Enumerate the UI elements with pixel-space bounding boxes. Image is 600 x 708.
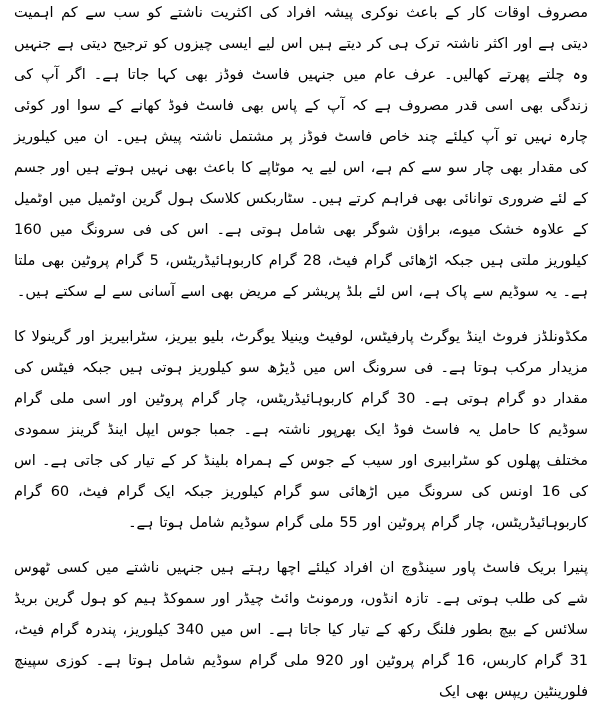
article-paragraph: مصروف اوقات کار کے باعث نوکری پیشہ افراد کی اکثریت ناشتے کو سب سے کم اہمیت دیتی ہے اور اکثر ناشتہ ترک ہی کر دیتے ہیں اس لیے ایسی چیزوں کو ترجیح دیتی ہے جنہیں وہ چلتے پھرتے کھالیں۔ عرف عام میں جنہیں فاسٹ فوڈز بھی کہا جاتا ہے۔ اگر آپ کی زندگی بھی اسی قدر مصروف ہے کہ آپ کے پاس بھی فاسٹ فوڈ کھانے کے سوا اور کوئی چارہ نہیں تو آپ کیلئے چند خاص فاسٹ فوڈز پر مشتمل ناشتہ پیش ہیں۔ ان میں کیلوریز کی مقدار بھی چار سو سے کم ہے، اس لیے یہ موٹاپے کا باعث بھی نہیں ہوتے ہیں اور جسم کے لئے ضروری توانائی بھی فراہم کرتے ہیں۔ سٹاربکس کلاسک ہول گرین اوٹمیل میں اوٹمیل کے علاوہ خشک میوے، براؤن شوگر بھی شامل ہوتی ہے۔ اس کی فی سرونگ میں 160 کیلوریز ملتی ہیں جبکہ اڑھائی گرام فیٹ، 28 گرام کاربوہائیڈریٹس، 5 گرام پروٹین بھی ملتا ہے۔ یہ سوڈیم سے پاک ہے، اس لئے بلڈ پریشر کے مریض بھی اسے آسانی سے لے سکتے ہیں۔ [14, 5, 588, 300]
article-paragraph: پنیرا بریک فاسٹ پاور سینڈوچ ان افراد کیلئے اچھا رہتے ہیں جنہیں ناشتے میں کسی ٹھوس شے کی طلب ہوتی ہے۔ تازہ انڈوں، ورمونٹ وائٹ چیڈر اور سموکڈ ہیم کو ہول گرین بریڈ سلائس کے بیچ بطور فلنگ رکھ کے تیار کیا جاتا ہے۔ اس میں 340 کیلوریز، پندرہ گرام فیٹ، 31 گرام کاربس، 16 گرام پروٹین اور 920 ملی گرام سوڈیم شامل ہوتا ہے۔ کوزی سپینچ فلورینٹین ریپس بھی ایک [14, 560, 589, 700]
article-paragraph: مکڈونلڈز فروٹ اینڈ یوگرٹ پارفیٹس، لوفیٹ وینیلا یوگرٹ، بلیو بیریز، سٹرابیریز اور گرینولا کا مزیدار مرکب ہوتا ہے۔ فی سرونگ اس میں ڈیڑھ سو کیلوریز ہوتی ہیں جبکہ فیٹس کی مقدار دو گرام ہوتی ہے۔ 30 گرام کاربوہائیڈریٹس، چار گرام پروٹین اور اسی ملی گرام سوڈیم کا حامل یہ فاسٹ فوڈ ایک بھرپور ناشتہ ہے۔ جمبا جوس ایپل اینڈ گرینز سمودی مختلف پھلوں کو سٹرابیری اور سیب کے جوس کے ہمراہ بلینڈ کر کے تیار کی جاتی ہے۔ اس کی 16 اونس کی سرونگ میں اڑھائی سو گرام کیلوریز جبکہ ایک گرام فیٹ، 60 گرام کاربوہائیڈریٹس، چار گرام پروٹین اور 55 ملی گرام سوڈیم شامل ہوتا ہے۔ [14, 329, 588, 531]
